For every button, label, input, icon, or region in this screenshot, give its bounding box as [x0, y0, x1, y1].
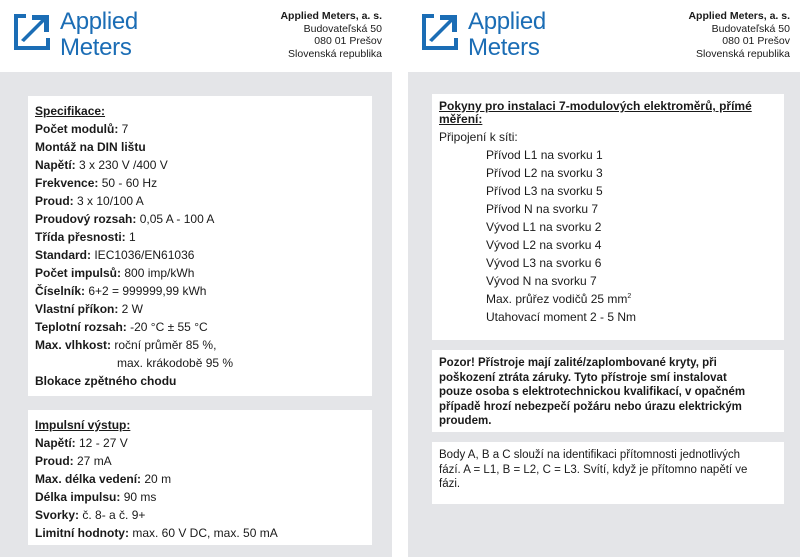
connection-item: Přívod L2 na svorku 3 — [486, 166, 603, 180]
max-wire-section: Max. průřez vodičů 25 $mm^2$ — [486, 292, 632, 306]
spec-value: 7 — [118, 122, 129, 136]
address-street: Budovateľská 50 — [711, 22, 790, 35]
spec-label: Proudový rozsah: — [35, 212, 137, 226]
installation-title: Pokyny pro instalaci 7-modulových elektroměrů, přímé měření: — [439, 99, 752, 126]
address-city: 080 01 Prešov — [722, 35, 790, 47]
logo-text-applied: Applied — [468, 8, 546, 35]
pulse-label: Napětí: — [35, 436, 76, 450]
spec-label: Proud: — [35, 194, 74, 208]
left-panel — [0, 0, 392, 557]
connection-item: Vývod L1 na svorku 2 — [486, 220, 602, 234]
connection-item: Přívod L3 na svorku 5 — [486, 184, 603, 198]
specification-title: Specifikace: — [35, 104, 106, 118]
pulse-value: č. 8- a č. 9+ — [79, 508, 146, 522]
pulse-row — [35, 524, 369, 542]
warning-box — [432, 350, 784, 432]
logo-text-meters: Meters — [468, 34, 540, 61]
spec-row — [35, 174, 369, 192]
connection-item: Vývod L2 na svorku 4 — [486, 238, 602, 252]
spec-label: Montáž na DIN lištu — [35, 140, 146, 154]
diagonal-arrow-logo-icon — [10, 10, 54, 54]
spec-value: 0,05 A - 100 A — [136, 212, 215, 226]
pulse-value: 27 mA — [73, 454, 112, 468]
spec-row — [35, 264, 369, 282]
pulse-row — [35, 470, 369, 488]
pulse-value: 90 ms — [120, 490, 157, 504]
header-right — [408, 0, 800, 72]
logo — [10, 8, 160, 60]
address-country: Slovenská republika — [696, 47, 790, 60]
pulse-row — [35, 434, 369, 452]
spec-label: Teplotní rozsah: — [35, 320, 127, 334]
spec-row — [35, 282, 369, 300]
spec-label: Počet modulů: — [35, 122, 119, 136]
warning-line: poškození ztráta záruky. Tyto přístroje smí instalovat — [439, 371, 727, 384]
phase-indicator-note-box — [432, 442, 784, 504]
spec-value: roční průměr 85 %, — [111, 338, 217, 352]
pulse-row — [35, 488, 369, 506]
spec-row — [35, 228, 369, 246]
spec-value: 3 x 230 V /400 V — [75, 158, 168, 172]
logo-text-applied: Applied — [60, 8, 138, 35]
spec-row — [35, 192, 369, 210]
warning-line: proudem. — [439, 415, 492, 427]
spec-label: Standard: — [35, 248, 92, 262]
warning-line: pouze osoba s elektrotechnickou kvalifikací, v opačném — [439, 386, 746, 398]
spec-row — [35, 318, 369, 336]
connection-item: Vývod L3 na svorku 6 — [486, 256, 602, 270]
spec-value: 3 x 10/100 A — [73, 194, 144, 208]
spec-row — [35, 156, 369, 174]
pulse-value: max. 60 V DC, max. 50 mA — [128, 526, 278, 540]
spec-row — [35, 120, 369, 138]
connection-intro: Připojení k síti: — [439, 130, 518, 144]
warning-line: případě hrozí nebezpečí požáru nebo úrazu elektrickým — [439, 400, 742, 413]
spec-row — [35, 138, 369, 156]
address-city: 080 01 Prešov — [314, 35, 382, 47]
spec-value: 50 - 60 Hz — [98, 176, 158, 190]
company-address — [192, 10, 382, 60]
right-panel — [408, 0, 800, 557]
humidity-second-line: max. krákodobě 95 % — [117, 356, 234, 370]
pulse-value: 12 - 27 V — [75, 436, 128, 450]
diagonal-arrow-logo-icon — [418, 10, 462, 54]
spec-row — [35, 300, 369, 318]
company-name: Applied Meters, a. s. — [688, 10, 790, 22]
spec-row — [35, 336, 369, 354]
connection-item: Přívod L1 na svorku 1 — [486, 148, 603, 162]
address-street: Budovateľská 50 — [303, 22, 382, 35]
pulse-label: Max. délka vedení: — [35, 472, 142, 486]
pulse-label: Proud: — [35, 454, 74, 468]
address-country: Slovenská republika — [288, 47, 382, 60]
company-address-right — [600, 10, 790, 60]
note-line: Body A, B a C slouží na identifikaci přítomnosti jednotlivých — [439, 449, 741, 461]
pulse-output-title: Impulsní výstup: — [35, 418, 131, 432]
installation-box — [432, 94, 784, 340]
pulse-label: Limitní hodnoty: — [35, 526, 129, 540]
spec-value: -20 °C ± 55 °C — [126, 320, 208, 334]
spec-value: IEC1036/EN61036 — [91, 248, 195, 262]
spec-label: Vlastní příkon: — [35, 302, 119, 316]
spec-label: Počet impulsů: — [35, 266, 122, 280]
note-line: fázi. — [439, 478, 461, 490]
spec-row — [35, 210, 369, 228]
logo-text-meters: Meters — [60, 34, 132, 61]
specification-box — [28, 96, 372, 396]
connection-item: Vývod N na svorku 7 — [486, 274, 597, 288]
note-line: fází. A = L1, B = L2, C = L3. Svítí, když je přítomno napětí ve — [439, 463, 748, 476]
spec-row-blokace: Blokace zpětného chodu — [35, 374, 177, 388]
pulse-row — [35, 452, 369, 470]
pulse-value: 20 m — [141, 472, 172, 486]
torque: Utahovací moment 2 - 5 Nm — [486, 310, 637, 324]
spec-label: Frekvence: — [35, 176, 99, 190]
spec-label: Třída přesnosti: — [35, 230, 126, 244]
pulse-output-box — [28, 410, 372, 545]
company-name: Applied Meters, a. s. — [280, 10, 382, 22]
pulse-label: Délka impulsu: — [35, 490, 121, 504]
pulse-label: Svorky: — [35, 508, 80, 522]
spec-row — [35, 246, 369, 264]
spec-label: Max. vlhkost: — [35, 338, 112, 352]
spec-label: Napětí: — [35, 158, 76, 172]
header — [0, 0, 392, 72]
warning-line: Pozor! Přístroje mají zalité/zaplombované kryty, při — [439, 357, 717, 369]
connection-item: Přívod N na svorku 7 — [486, 202, 599, 216]
pulse-row — [35, 506, 369, 524]
spec-label: Číselník: — [35, 284, 86, 298]
logo-right — [418, 8, 568, 60]
spec-value: 1 — [125, 230, 136, 244]
spec-value: 6+2 = 999999,99 kWh — [85, 284, 207, 298]
spec-value: 800 imp/kWh — [121, 266, 195, 280]
spec-value: 2 W — [118, 302, 144, 316]
